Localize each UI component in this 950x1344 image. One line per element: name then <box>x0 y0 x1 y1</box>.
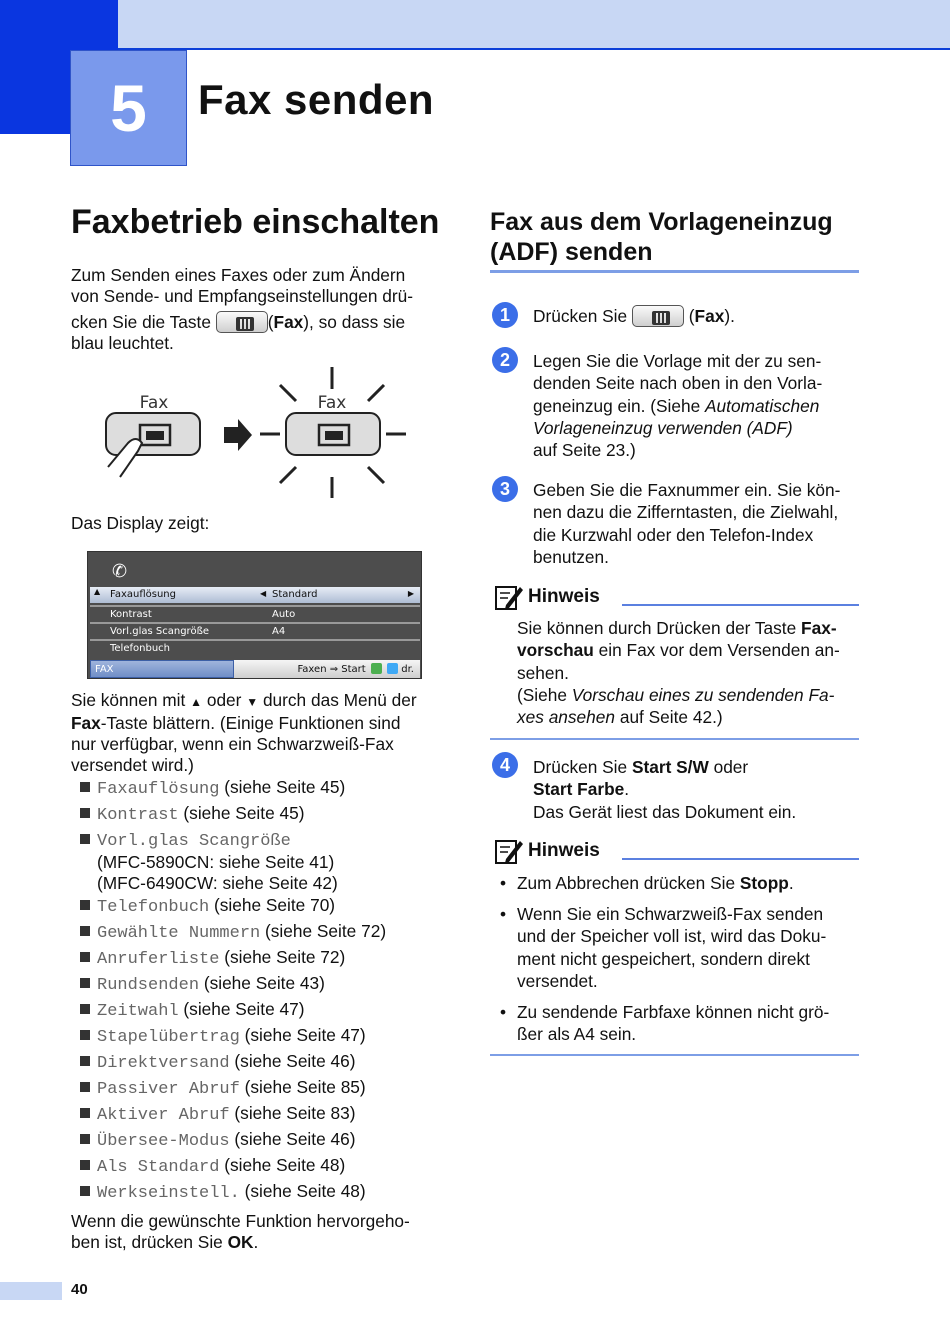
step-2-text: Legen Sie die Vorlage mit der zu sen- denden Seite nach oben in den Vorla- geneinzug ein. (Siehe Automatischen Vorlageneinzug verwenden (ADF) auf Seite 23.) <box>533 351 823 461</box>
bullet-square-icon <box>80 1082 90 1092</box>
bullet-square-icon <box>80 1134 90 1144</box>
fax-key-icon <box>632 305 684 327</box>
step-number-2: 2 <box>492 347 518 373</box>
note-bullet: • Wenn Sie ein Schwarzweiß-Fax senden und der Speicher voll ist, wird das Doku- ment nicht gespeichert, sondern direkt versendet. <box>500 903 858 992</box>
bullet-square-icon <box>80 808 90 818</box>
lcd-fax-tab: FAX <box>90 660 234 678</box>
bullet-square-icon <box>80 782 90 792</box>
lcd-screenshot <box>87 551 422 679</box>
bullet-square-icon <box>80 900 90 910</box>
bullet-square-icon <box>80 952 90 962</box>
lcd-row: Kontrast Auto <box>110 609 296 620</box>
list-item: Kontrast (siehe Seite 45) <box>80 803 304 826</box>
scroll-line: nur verfügbar, wenn ein Schwarzweiß-Fax <box>71 734 394 754</box>
arrow-down-icon: ▼ <box>246 695 259 709</box>
note-rule <box>622 858 859 860</box>
bullet-square-icon <box>80 926 90 936</box>
arrow-left-icon: ◀ <box>260 589 267 598</box>
step-3-text: Geben Sie die Faxnummer ein. Sie kön- nen dazu die Zifferntasten, die Zielwahl, die Kurzwahl oder den Telefon-Index benutzen. <box>533 480 841 567</box>
scroll-line: Sie können mit ▲ oder ▼ durch das Menü der <box>71 690 417 710</box>
list-subline: (MFC-5890CN: siehe Seite 41) <box>97 852 335 872</box>
scroll-line: versendet wird.) <box>71 755 194 775</box>
section-heading: Faxbetrieb einschalten <box>71 203 440 241</box>
intro-line: blau leuchtet. <box>71 333 174 353</box>
list-item: Übersee-Modus (siehe Seite 46) <box>80 1129 355 1152</box>
list-item: Direktversand (siehe Seite 46) <box>80 1051 355 1074</box>
list-item: Faxauflösung (siehe Seite 45) <box>80 777 345 800</box>
note-pencil-icon <box>494 837 524 865</box>
note-rule <box>622 604 859 606</box>
list-item: Als Standard (siehe Seite 48) <box>80 1155 345 1178</box>
list-item: Stapelübertrag (siehe Seite 47) <box>80 1025 366 1048</box>
chapter-title: Fax senden <box>198 76 435 123</box>
scroll-arrows-icon: ▲ <box>94 587 101 596</box>
outro-paragraph: Wenn die gewünschte Funktion hervorgeho- ben ist, drücken Sie OK. <box>71 1211 410 1252</box>
bullet-square-icon <box>80 1056 90 1066</box>
list-item: Aktiver Abruf (siehe Seite 83) <box>80 1103 355 1126</box>
subsection-heading: Fax aus dem Vorlageneinzug (ADF) senden <box>490 208 833 266</box>
step-1-text: Drücken Sie (Fax). <box>533 306 735 326</box>
intro-line: cken Sie die Taste (Fax), so dass sie <box>71 312 406 332</box>
note-heading: Hinweis <box>494 583 600 611</box>
bullet-square-icon <box>80 1160 90 1170</box>
list-subline: (MFC-6490CW: siehe Seite 42) <box>97 873 338 893</box>
bullet-square-icon <box>80 1186 90 1196</box>
note-end-rule <box>490 738 859 740</box>
fax-key-illustration <box>100 365 410 500</box>
list-item: Zeitwahl (siehe Seite 47) <box>80 999 304 1022</box>
note-bullet: • Zu sendende Farbfaxe können nicht grö- ßer als A4 sein. <box>500 1001 858 1046</box>
phone-icon: ✆ <box>112 561 128 582</box>
bullet-square-icon <box>80 834 90 844</box>
step-number-4: 4 <box>492 752 518 778</box>
lcd-footer <box>90 660 420 678</box>
list-item: Gewählte Nummern (siehe Seite 72) <box>80 921 386 944</box>
start-color-icon <box>387 663 398 674</box>
fax-key-icon <box>216 311 268 333</box>
arrow-right-icon: ▶ <box>407 589 414 598</box>
list-item: Werkseinstell. (siehe Seite 48) <box>80 1181 366 1204</box>
bullet-square-icon <box>80 1030 90 1040</box>
arrow-right-icon <box>224 419 252 451</box>
list-item: Anruferliste (siehe Seite 72) <box>80 947 345 970</box>
intro-line: von Sende- und Empfangseinstellungen drü- <box>71 286 414 306</box>
note-pencil-icon <box>494 583 524 611</box>
chapter-number: 5 <box>70 50 187 166</box>
note-1-text: Sie können durch Drücken der Taste Fax- vorschau ein Fax vor dem Versenden an- sehen. (Siehe Vorschau eines zu sendenden Fa- xes ansehen auf Seite 42.) <box>517 618 840 728</box>
page-number: 40 <box>71 1281 88 1298</box>
lcd-start-hint: Faxen ⇒ Start dr. <box>297 664 414 675</box>
fax-key-label-left: Fax <box>139 393 169 413</box>
bullet-square-icon <box>80 978 90 988</box>
heading-rule <box>490 270 859 273</box>
page-tab <box>0 1282 62 1300</box>
lcd-row: Telefonbuch <box>110 643 170 654</box>
lcd-row-selected: ▲ Faxauflösung ◀ Standard ▶ <box>90 587 420 603</box>
bullet-square-icon <box>80 1004 90 1014</box>
header-rule <box>118 48 950 50</box>
step-number-3: 3 <box>492 476 518 502</box>
scroll-line: Fax-Taste blättern. (Einige Funktionen sind <box>71 713 401 733</box>
scroll-paragraph <box>71 690 451 776</box>
list-item: Rundsenden (siehe Seite 43) <box>80 973 325 996</box>
intro-line: Zum Senden eines Faxes oder zum Ändern <box>71 265 406 285</box>
arrow-up-icon: ▲ <box>190 695 203 709</box>
note-heading: Hinweis <box>494 837 600 865</box>
note-bullet: • Zum Abbrechen drücken Sie Stopp. <box>500 872 858 894</box>
start-mono-icon <box>371 663 382 674</box>
intro-paragraph <box>71 265 451 354</box>
note-end-rule <box>490 1054 859 1056</box>
lcd-row: Vorl.glas Scangröße A4 <box>110 626 286 637</box>
display-caption: Das Display zeigt: <box>71 513 210 533</box>
header-band <box>0 0 950 48</box>
bullet-square-icon <box>80 1108 90 1118</box>
fax-key-label-right: Fax <box>317 393 347 413</box>
step-number-1: 1 <box>492 302 518 328</box>
step-4-text: Drücken Sie Start S/W oder Start Farbe. Das Gerät liest das Dokument ein. <box>533 757 797 822</box>
list-item: Telefonbuch (siehe Seite 70) <box>80 895 335 918</box>
list-item: Vorl.glas Scangröße (MFC-5890CN: siehe Seite 41) (MFC-6490CW: siehe Seite 42) <box>80 829 338 894</box>
list-item: Passiver Abruf (siehe Seite 85) <box>80 1077 366 1100</box>
